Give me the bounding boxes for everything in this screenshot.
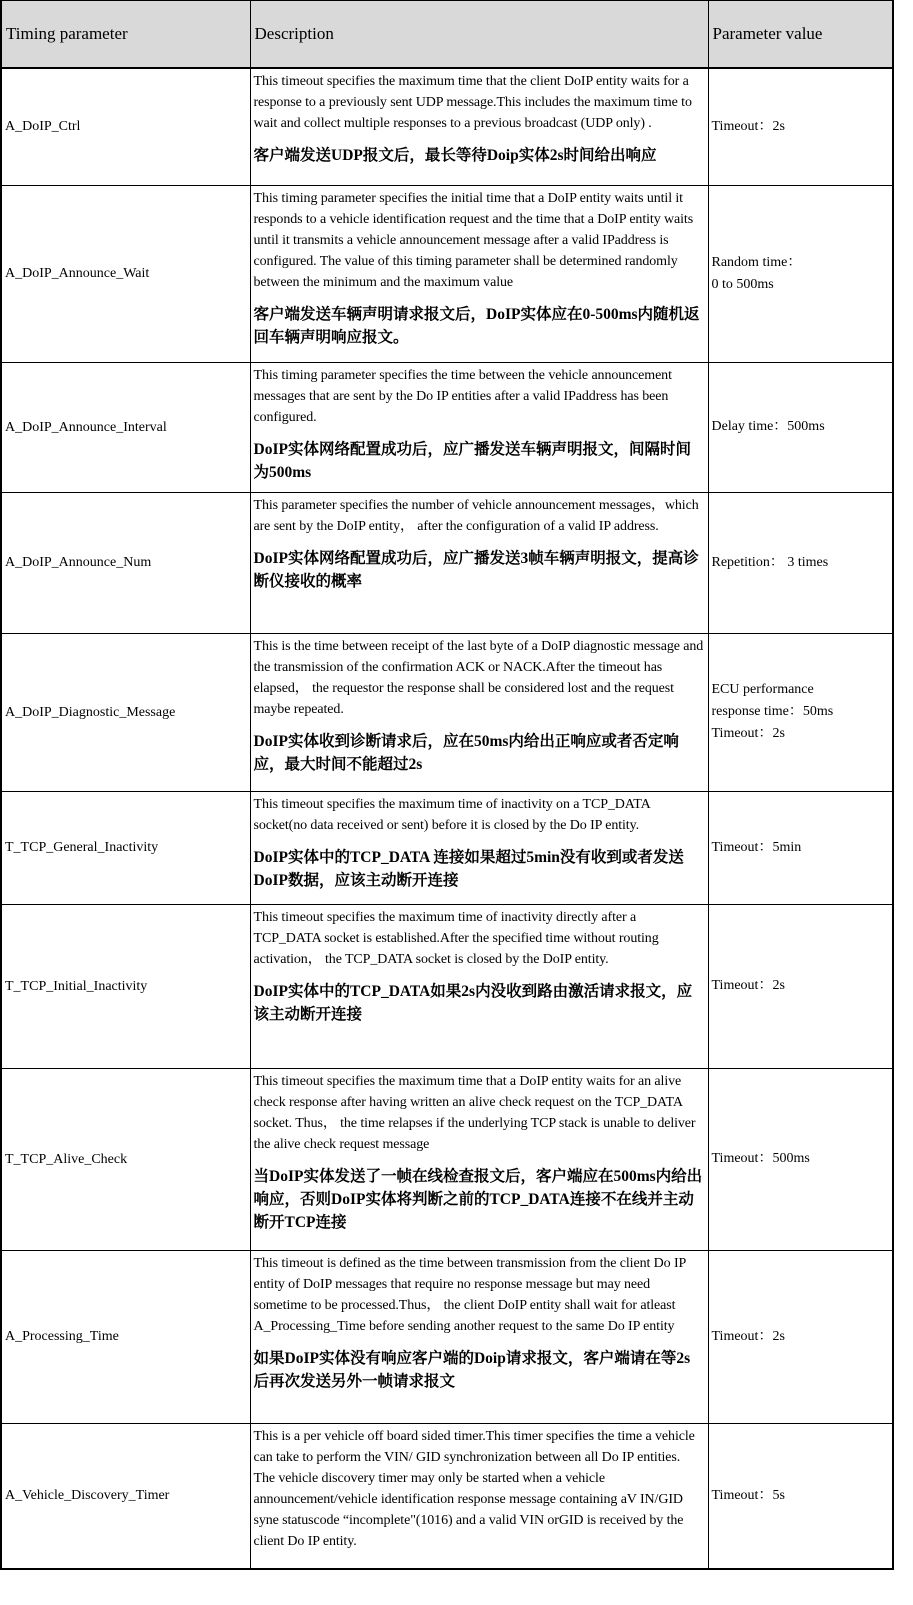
param-name: A_DoIP_Ctrl — [1, 68, 250, 185]
param-value: Timeout：2s — [711, 726, 785, 741]
param-name: A_DoIP_Announce_Interval — [1, 362, 250, 492]
description-cell — [250, 362, 708, 492]
param-value-cell — [708, 1423, 893, 1569]
description-english: This timeout is defined as the time between transmission from the client Do IP entity of DoIP messages that require no response message but may need sometime to be processed.Thus， the client DoIP entity shall wait for atleast A_Processing_Time before sending another request to the same Do IP entity — [253, 1255, 686, 1334]
description-english: This timing parameter specifies the time between the vehicle announcement messages that are sent by the Do IP entities after a valid IPaddress has been configured. — [253, 367, 672, 425]
description-english: This timeout specifies the maximum time that the client DoIP entity waits for a response to a previously sent UDP message.This includes the maximum time to wait and collect multiple responses to a previous broadcast (UDP only) . — [253, 74, 692, 131]
param-value: Timeout：5s — [711, 1487, 785, 1503]
description-chinese: 客户端发送UDP报文后，最长等待Doip实体2s时间给出响应 — [253, 147, 657, 164]
description-cell — [250, 904, 708, 1068]
param-value: Repetition： 3 times — [711, 554, 829, 570]
param-value-cell — [708, 1068, 893, 1250]
param-name: T_TCP_General_Inactivity — [1, 791, 250, 904]
description-chinese: 当DoIP实体发送了一帧在线检查报文后，客户端应在500ms内给出响应，否则DoIP实体将判断之前的TCP_DATA连接不在线并主动断开TCP连接 — [253, 1167, 703, 1231]
param-value-cell — [708, 904, 893, 1068]
description-english: This timeout specifies the maximum time of inactivity directly after a TCP_DATA socket is established.After the specified time without routing activation， the TCP_DATA socket is closed by the DoIP entity. — [253, 909, 659, 967]
param-name: T_TCP_Initial_Inactivity — [1, 904, 250, 1068]
description-english: This is a per vehicle off board sided timer.This timer specifies the time a vehicle can take to perform the VIN/ GID synchronization between all Do IP entities. The vehicle discovery timer may only be started when a vehicle announcement/vehicle identification response message containing aV IN/GID syne statuscode “incomplete"(1016) and a valid VIN orGID is received by the client Do IP entity. — [253, 1428, 695, 1549]
param-value: 0 to 500ms — [711, 276, 774, 292]
table-row — [1, 1250, 893, 1423]
param-name: A_DoIP_Diagnostic_Message — [1, 633, 250, 791]
description-cell — [250, 791, 708, 904]
description-cell — [250, 1250, 708, 1423]
description-chinese: DoIP实体中的TCP_DATA 连接如果超过5min没有收到或者发送DoIP数据，应该主动断开连接 — [253, 848, 684, 889]
table-header-row — [1, 1, 893, 69]
description-cell — [250, 185, 708, 362]
param-name: T_TCP_Alive_Check — [1, 1068, 250, 1250]
param-name: A_DoIP_Announce_Num — [1, 492, 250, 633]
param-value: ECU performance — [711, 682, 814, 697]
description-english: This timing parameter specifies the initial time that a DoIP entity waits until it responds to a vehicle identification request and the time that a DoIP entity waits until it transmits a vehicle announcement message after a valid IPaddress is configured. The value of this timing parameter shall be determined randomly between the minimum and the maximum value — [253, 190, 694, 290]
description-cell — [250, 68, 708, 185]
param-value-cell — [708, 492, 893, 633]
param-value: response time：50ms — [711, 704, 834, 719]
description-chinese: DoIP实体网络配置成功后，应广播发送车辆声明报文，间隔时间为500ms — [253, 440, 691, 481]
description-chinese: 如果DoIP实体没有响应客户端的Doip请求报文，客户端请在等2s后再次发送另外一帧请求报文 — [253, 1349, 691, 1390]
description-chinese: DoIP实体网络配置成功后，应广播发送3帧车辆声明报文，提高诊断仪接收的概率 — [253, 549, 699, 590]
table-row — [1, 1423, 893, 1569]
table-row — [1, 68, 893, 185]
param-name: A_DoIP_Announce_Wait — [1, 185, 250, 362]
description-english: This is the time between receipt of the last byte of a DoIP diagnostic message and the transmission of the confirmation ACK or NACK.After the timeout has elapsed， the requestor the response shall be considered lost and the request maybe repeated. — [253, 638, 704, 717]
description-cell — [250, 633, 708, 791]
table-row — [1, 791, 893, 904]
description-english: This timeout specifies the maximum time that a DoIP entity waits for an alive check response after having written an alive check request on the TCP_DATA socket. Thus， the time relapses if the underlying TCP stack is unable to deliver the alive check request message — [253, 1073, 696, 1152]
table-row — [1, 362, 893, 492]
param-value-cell — [708, 68, 893, 185]
param-value-cell — [708, 185, 893, 362]
description-cell — [250, 1423, 708, 1569]
param-name: A_Vehicle_Discovery_Timer — [1, 1423, 250, 1569]
param-name: A_Processing_Time — [1, 1250, 250, 1423]
description-chinese: 客户端发送车辆声明请求报文后，DoIP实体应在0-500ms内随机返回车辆声明响应报文。 — [253, 305, 700, 346]
param-value-cell — [708, 1250, 893, 1423]
table-row — [1, 1068, 893, 1250]
header-timing-parameter: Timing parameter — [1, 1, 250, 69]
param-value: Timeout：500ms — [711, 1151, 810, 1166]
description-cell — [250, 1068, 708, 1250]
table-row — [1, 492, 893, 633]
param-value: Random time： — [711, 254, 802, 270]
header-parameter-value: Parameter value — [708, 1, 893, 69]
param-value: Delay time：500ms — [711, 419, 825, 434]
param-value-cell — [708, 633, 893, 791]
description-english: This timeout specifies the maximum time of inactivity on a TCP_DATA socket(no data received or sent) before it is closed by the Do IP entity. — [253, 796, 650, 833]
param-value: Timeout：5min — [711, 839, 802, 855]
param-value: Timeout：2s — [711, 118, 785, 134]
table-row — [1, 904, 893, 1068]
param-value-cell — [708, 791, 893, 904]
table-row — [1, 185, 893, 362]
description-cell — [250, 492, 708, 633]
table-row — [1, 633, 893, 791]
description-chinese: DoIP实体收到诊断请求后，应在50ms内给出正响应或者否定响应，最大时间不能超过2s — [253, 732, 679, 773]
header-description: Description — [250, 1, 708, 69]
param-value-cell — [708, 362, 893, 492]
param-value: Timeout：2s — [711, 978, 785, 993]
description-chinese: DoIP实体中的TCP_DATA如果2s内没收到路由激活请求报文，应该主动断开连接 — [253, 982, 693, 1023]
description-english: This parameter specifies the number of vehicle announcement messages，which are sent by the DoIP entity， after the configuration of a valid IP address. — [253, 497, 699, 534]
param-value: Timeout：2s — [711, 1328, 785, 1344]
